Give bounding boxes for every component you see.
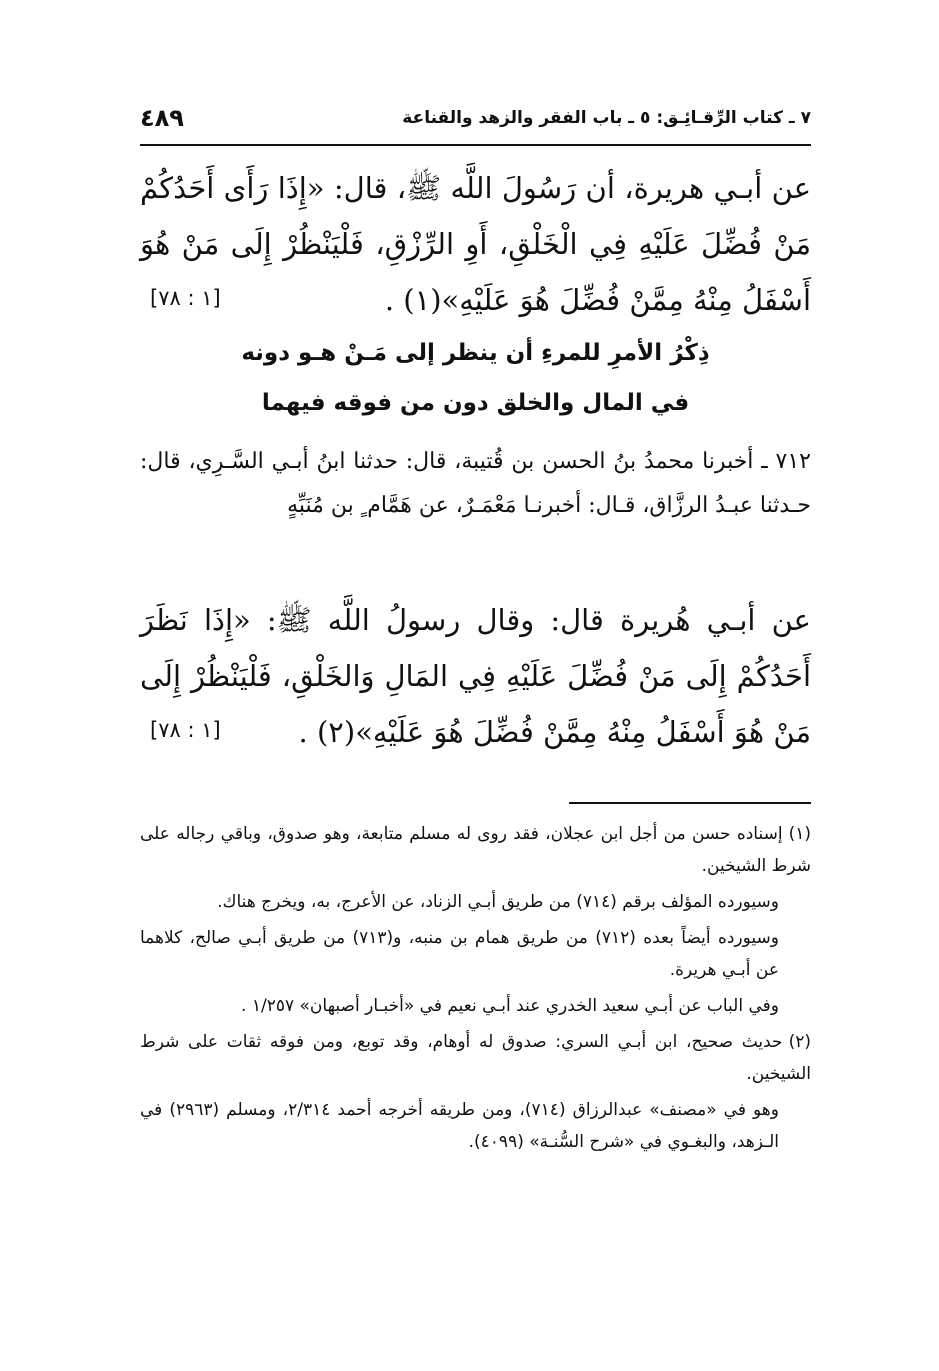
hadith-1-body: عن أبـي هريرة، أن رَسُولَ اللَّه ﷺ، قال: «إِذَا رَأَى أَحَدُكُمْ مَنْ فُضِّلَ عَلَيْهِ فِي الْخَلْقِ، أَوِ الرِّزْقِ، فَلْيَنْظُرْ إِلَى مَنْ هُوَ أَسْفَلُ مِنْهُ مِمَّنْ فُضِّلَ هُوَ عَلَيْهِ»(١) .: [140, 171, 811, 317]
running-title: ٧ ـ كتاب الرِّقـائِـق: ٥ ـ باب الفقر والزهد والقناعة: [402, 108, 811, 128]
footnotes: [140, 818, 811, 1162]
hadith-2-reference: [١ : ٧٨]: [150, 718, 221, 742]
hadith-text-2: [140, 592, 811, 760]
hadith-text-1: [140, 160, 811, 328]
chapter-heading-line-1: ذِكْرُ الأمرِ للمرءِ أن ينظر إلى مَـنْ هـو دونه: [241, 340, 710, 366]
chapter-heading: [140, 328, 811, 428]
footnote: [140, 818, 811, 882]
footnote: [140, 886, 811, 918]
footnote: [140, 1026, 811, 1090]
footnote-text: إسناده حسن من أجل ابن عجلان، فقد روى له مسلم متابعة، وهو صدوق، وباقي رجاله على شرط الشيخين.: [140, 824, 811, 876]
footnote-text: وهو في «مصنف» عبدالرزاق (٧١٤)، ومن طريقه أخرجه أحمد ٢/٣١٤، ومسلم (٢٩٦٣) في الـزهد، والبغـوي في «شرح السُّنـة» (٤٠٩٩).: [140, 1100, 779, 1152]
page-number: ٤٨٩: [140, 104, 184, 132]
footnote-text: حديث صحيح، ابن أبـي السري: صدوق له أوهام، وقد توبع، ومن فوقه ثقات على شرط الشيخين.: [140, 1032, 811, 1084]
footnote-number: (٢): [788, 1032, 811, 1052]
footnote: [140, 922, 811, 986]
footnote: [140, 990, 811, 1022]
footnote-text: وفي الباب عن أبـي سعيد الخدري عند أبـي نعيم في «أخبـار أصبهان» ١/٢٥٧ .: [241, 996, 779, 1016]
footnote-separator: [569, 802, 811, 804]
hadith-2-body: عن أبـي هُريرة قال: وقال رسولُ اللَّه ﷺ: «إِذَا نَظَرَ أَحَدُكُمْ إِلَى مَنْ فُضِّلَ عَلَيْهِ فِي المَالِ وَالخَلْقِ، فَلْيَنْظُرْ إِلَى مَنْ هُوَ أَسْفَلُ مِنْهُ مِمَّنْ فُضِّلَ هُوَ عَلَيْهِ»(٢) .: [140, 603, 811, 749]
footnote-text: وسيورده المؤلف برقم (٧١٤) من طريق أبـي الزناد، عن الأعرج، به، ويخرج هناك.: [217, 892, 779, 912]
footnote: [140, 1094, 811, 1158]
footnote-text: وسيورده أيضاً بعده (٧١٢) من طريق همام بن منبه، و(٧١٣) من طريق أبـي صالح، كلاهما عن أبـي هريرة.: [140, 928, 779, 980]
page-header: [140, 98, 811, 146]
hadith-1-reference: [١ : ٧٨]: [150, 286, 221, 310]
isnad-chain: [140, 440, 811, 528]
isnad-text: ٧١٢ ـ أخبرنا محمدُ بنُ الحسن بن قُتيبة، قال: حدثنا ابنُ أبـي السَّـرِي، قال: حـدثنا عبـدُ الرزَّاق، قـال: أخبرنـا مَعْمَـرٌ، عن هَمَّام ٍ بن مُنَبِّهٍ: [140, 449, 811, 518]
chapter-heading-line-2: في المال والخلق دون من فوقه فيهما: [261, 390, 690, 416]
footnote-number: (١): [788, 824, 811, 844]
